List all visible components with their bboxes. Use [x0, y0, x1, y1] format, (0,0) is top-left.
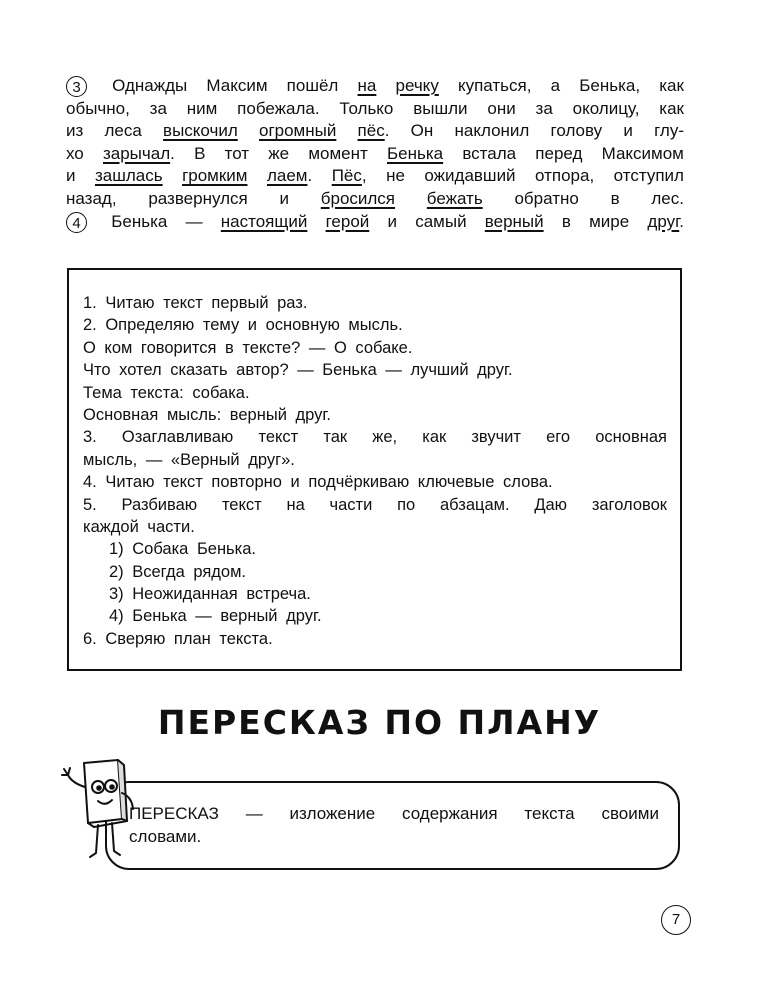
plan-line: 1. Читаю текст первый раз.: [83, 294, 308, 312]
word: отпора,: [535, 166, 595, 186]
word: пошёл: [286, 76, 339, 95]
word-group: [411, 120, 434, 143]
word-group: [514, 188, 578, 211]
word: и: [623, 121, 633, 141]
word-group: [415, 211, 466, 234]
word: ожидавший: [424, 166, 516, 186]
definition-line-1: [129, 803, 659, 826]
word: В: [194, 143, 206, 163]
word-group: [562, 211, 571, 234]
word-group: [259, 120, 336, 143]
word-group: [66, 120, 83, 143]
paragraph-number: 4: [66, 212, 87, 233]
word-group: [651, 188, 684, 211]
word-group: [332, 165, 367, 188]
key-word: огромный: [258, 121, 337, 141]
word: Максимом: [601, 143, 684, 163]
word: за: [535, 98, 553, 118]
plan-line: 6. Сверяю план текста.: [83, 629, 273, 648]
word-group: [413, 98, 467, 121]
word-group: [535, 165, 594, 188]
word: абзацам.: [439, 495, 510, 514]
word-group: [462, 143, 516, 166]
word-group: [66, 143, 84, 166]
word: голову: [550, 121, 603, 141]
plan-line: 3) Неожиданная встреча.: [109, 585, 311, 604]
key-word: громким: [182, 166, 248, 186]
definition-word: —: [245, 804, 263, 823]
word-group: [358, 120, 390, 143]
word-group: [279, 188, 289, 211]
word: встала: [462, 143, 517, 163]
word: леса: [104, 121, 142, 141]
word: а: [550, 76, 561, 95]
word-group: [659, 75, 684, 98]
word: в: [561, 211, 571, 231]
word: за: [149, 98, 167, 118]
word-group: [602, 143, 684, 166]
word: же: [268, 143, 290, 163]
word-group: [647, 211, 684, 234]
plan-line: 2) Всегда рядом.: [109, 562, 247, 581]
word-group: [221, 211, 308, 234]
word-group: [623, 120, 633, 143]
word-group: [358, 75, 377, 98]
book-character-icon: [60, 757, 138, 867]
word-group: [551, 120, 603, 143]
word: как: [422, 428, 447, 447]
word-group: [339, 98, 393, 121]
word-group: [458, 75, 532, 98]
key-word: верный: [484, 211, 544, 231]
word-group: [659, 98, 684, 121]
definition-box: [105, 781, 680, 870]
word: Максим: [206, 76, 268, 95]
paragraph-3: [66, 75, 684, 211]
word: части: [329, 495, 373, 514]
paragraph-4: [66, 211, 684, 234]
word: как: [659, 98, 684, 118]
word-group: [225, 143, 249, 166]
word-group: [611, 188, 620, 211]
story-line: [66, 143, 684, 166]
word-group: [487, 98, 515, 121]
word: .: [384, 121, 390, 141]
paragraph-number: 3: [66, 76, 87, 97]
story-line: [66, 211, 684, 234]
word-group: [105, 120, 142, 143]
story-line: [66, 75, 684, 98]
key-word: Бенька: [386, 143, 444, 163]
word: глу-: [654, 121, 684, 141]
word-group: [386, 165, 405, 188]
story-text: [66, 75, 684, 233]
word-group: [66, 98, 130, 121]
plan-line: Основная мысль: верный друг.: [83, 405, 331, 424]
plan-line: 4. Читаю текст повторно и подчёркиваю ключевые слова.: [83, 473, 553, 492]
definition-line-2: словами.: [129, 826, 202, 846]
word: 5.: [83, 495, 97, 514]
word-group: [589, 211, 629, 234]
plan-steps: [83, 292, 667, 650]
word: развернулся: [148, 188, 248, 208]
definition-word: своими: [601, 804, 659, 823]
word: и: [66, 166, 76, 186]
word: мире: [589, 211, 630, 231]
word: хо: [66, 143, 84, 163]
word: не: [386, 166, 405, 186]
key-word: герой: [325, 211, 370, 231]
word-group: [66, 211, 93, 234]
word-group: [186, 211, 203, 234]
word-group: [95, 165, 163, 188]
word-group: [163, 120, 238, 143]
word-group: [454, 120, 529, 143]
word-group: [206, 75, 267, 98]
definition-word: содержания: [402, 804, 498, 823]
word: купаться,: [457, 76, 532, 95]
word: и: [279, 188, 289, 208]
plan-line: [83, 494, 667, 516]
word-group: [66, 165, 76, 188]
word-group: [150, 98, 167, 121]
word: наклонил: [454, 121, 530, 141]
definition-word: изложение: [289, 804, 376, 823]
plan-line: [83, 426, 667, 448]
word: текст: [221, 495, 262, 514]
plan-box: [67, 268, 682, 671]
word: Озаглавливаю: [121, 428, 234, 447]
word-group: [535, 143, 582, 166]
word: лес.: [651, 188, 684, 208]
word: околицу,: [572, 98, 640, 118]
word-group: [485, 211, 544, 234]
key-word: на: [357, 76, 377, 95]
word: как: [659, 76, 684, 95]
key-word: друг: [647, 211, 680, 231]
key-word: настоящий: [220, 211, 308, 231]
word: момент: [308, 143, 368, 163]
word: Бенька: [111, 211, 168, 231]
plan-line: каждой части.: [83, 517, 195, 536]
word: тот: [224, 143, 250, 163]
plan-line: 1) Собака Бенька.: [109, 540, 256, 559]
word: его: [546, 428, 571, 447]
key-word: зарычал: [102, 143, 171, 163]
word-group: [321, 188, 395, 211]
word: .: [307, 166, 313, 186]
key-word: лаем: [266, 166, 308, 186]
word-group: [237, 98, 319, 121]
word-group: [387, 143, 443, 166]
word-group: [287, 75, 339, 98]
word-group: [148, 188, 247, 211]
word: Даю: [534, 495, 568, 514]
word: Только: [339, 98, 394, 118]
plan-line: 4) Бенька — верный друг.: [109, 607, 322, 626]
word: Однажды: [112, 76, 188, 95]
word: отступил: [613, 166, 684, 186]
definition-word: текста: [524, 804, 575, 823]
word: —: [185, 211, 203, 231]
word: самый: [415, 211, 467, 231]
word-group: [427, 188, 483, 211]
page-number: 7: [661, 905, 691, 935]
word: в: [610, 188, 620, 208]
word-group: [614, 165, 684, 188]
key-word: Пёс: [331, 166, 362, 186]
word: Разбиваю: [121, 495, 198, 514]
word-group: [267, 165, 312, 188]
word-group: [654, 120, 684, 143]
plan-line: Тема текста: собака.: [83, 383, 250, 402]
word-group: [111, 211, 167, 234]
word-group: [66, 75, 93, 98]
word-group: [66, 188, 117, 211]
word: текст: [258, 428, 299, 447]
word: 3.: [83, 428, 97, 447]
key-word: речку: [395, 76, 439, 95]
word: ,: [361, 166, 367, 186]
word: они: [487, 98, 516, 118]
word: назад,: [66, 188, 117, 208]
section-heading: ПЕРЕСКАЗ ПО ПЛАНУ: [157, 703, 602, 742]
word: заголовок: [591, 495, 667, 514]
word: обратно: [514, 188, 579, 208]
word: Он: [410, 121, 434, 141]
story-line: [66, 165, 684, 188]
word-group: [551, 75, 560, 98]
word: перед: [535, 143, 583, 163]
word: и: [387, 211, 397, 231]
key-word: зашлась: [94, 166, 163, 186]
word-group: [387, 211, 397, 234]
word: вышли: [413, 98, 468, 118]
word: ним: [186, 98, 218, 118]
word-group: [573, 98, 640, 121]
word: .: [170, 143, 175, 163]
word: побежала.: [237, 98, 320, 118]
key-word: выскочил: [163, 121, 238, 141]
word: по: [397, 495, 416, 514]
word-group: [326, 211, 370, 234]
word: звучит: [471, 428, 521, 447]
word-group: [579, 75, 640, 98]
plan-line: О ком говорится в тексте? — О собаке.: [83, 338, 413, 357]
word: Бенька,: [579, 76, 641, 95]
key-word: бежать: [426, 188, 483, 208]
word: основная: [595, 428, 667, 447]
story-line: [66, 120, 684, 143]
word-group: [536, 98, 553, 121]
word-group: [182, 165, 247, 188]
word-group: [194, 143, 205, 166]
word: обычно,: [66, 98, 130, 118]
word: .: [679, 211, 684, 231]
word-group: [395, 75, 438, 98]
plan-line: 2. Определяю тему и основную мысль.: [83, 316, 403, 335]
plan-line: Что хотел сказать автор? — Бенька — лучший друг.: [83, 361, 513, 380]
definition-term: ПЕРЕСКАЗ: [129, 804, 219, 823]
key-word: пёс: [357, 121, 385, 141]
plan-line: мысль, — «Верный друг».: [83, 450, 295, 469]
word: же,: [372, 428, 398, 447]
word-group: [308, 143, 367, 166]
word: так: [323, 428, 348, 447]
key-word: бросился: [320, 188, 396, 208]
word-group: [103, 143, 175, 166]
word-group: [268, 143, 289, 166]
story-line: [66, 98, 684, 121]
word-group: [187, 98, 218, 121]
word-group: [424, 165, 515, 188]
word-group: [112, 75, 187, 98]
story-line: [66, 188, 684, 211]
word: из: [66, 121, 84, 141]
word: на: [286, 495, 305, 514]
